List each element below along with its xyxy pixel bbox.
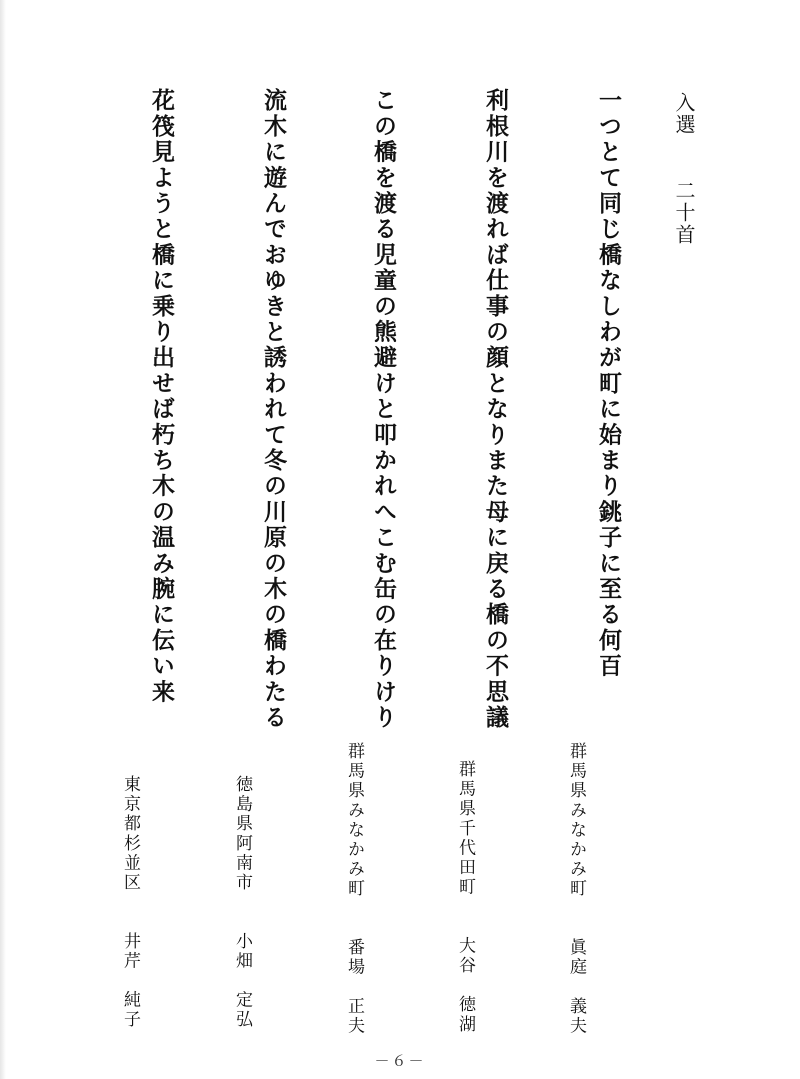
author-place: 徳島県阿南市 [232,775,252,893]
author-gap [120,893,140,932]
author-place: 群馬県みなかみ町 [344,742,364,899]
author-5 [121,775,138,1030]
poem-1: 一つとて同じ橋なしわが町に始まり銚子に至る何百 [595,88,622,680]
heading-count: 二十首 [672,180,696,246]
author-place: 群馬県千代田町 [455,760,475,898]
author-gap [566,899,586,938]
poem-4: 流木に遊んでおゆきと誘われて冬の川原の木の橋わたる [260,88,287,731]
heading-spacer [672,136,696,180]
author-name: 番場 正夫 [344,938,364,1037]
author-name: 大谷 徳湖 [455,936,475,1035]
heading-label: 入選 [672,92,696,136]
section-heading [674,92,694,246]
author-1 [567,742,584,1036]
page-number: －６－ [374,1052,426,1070]
author-3 [345,742,362,1036]
page-edge [0,0,6,1079]
author-gap [344,899,364,938]
author-name: 眞庭 義夫 [566,938,586,1037]
author-4 [233,775,250,1030]
author-place: 群馬県みなかみ町 [566,742,586,899]
poem-2: 利根川を渡れば仕事の顔となりまた母に戻る橋の不思議 [482,88,509,731]
author-place: 東京都杉並区 [120,775,140,893]
poem-3: この橋を渡る児童の熊避けと叩かれへこむ缶の在りけり [370,88,397,731]
author-name: 井芹 純子 [120,931,140,1030]
author-gap [455,897,475,936]
author-name: 小畑 定弘 [232,931,252,1030]
author-2 [456,760,473,1034]
author-gap [232,893,252,932]
poem-5: 花筏見ようと橋に乗り出せば朽ち木の温み腕に伝い来 [148,88,175,705]
